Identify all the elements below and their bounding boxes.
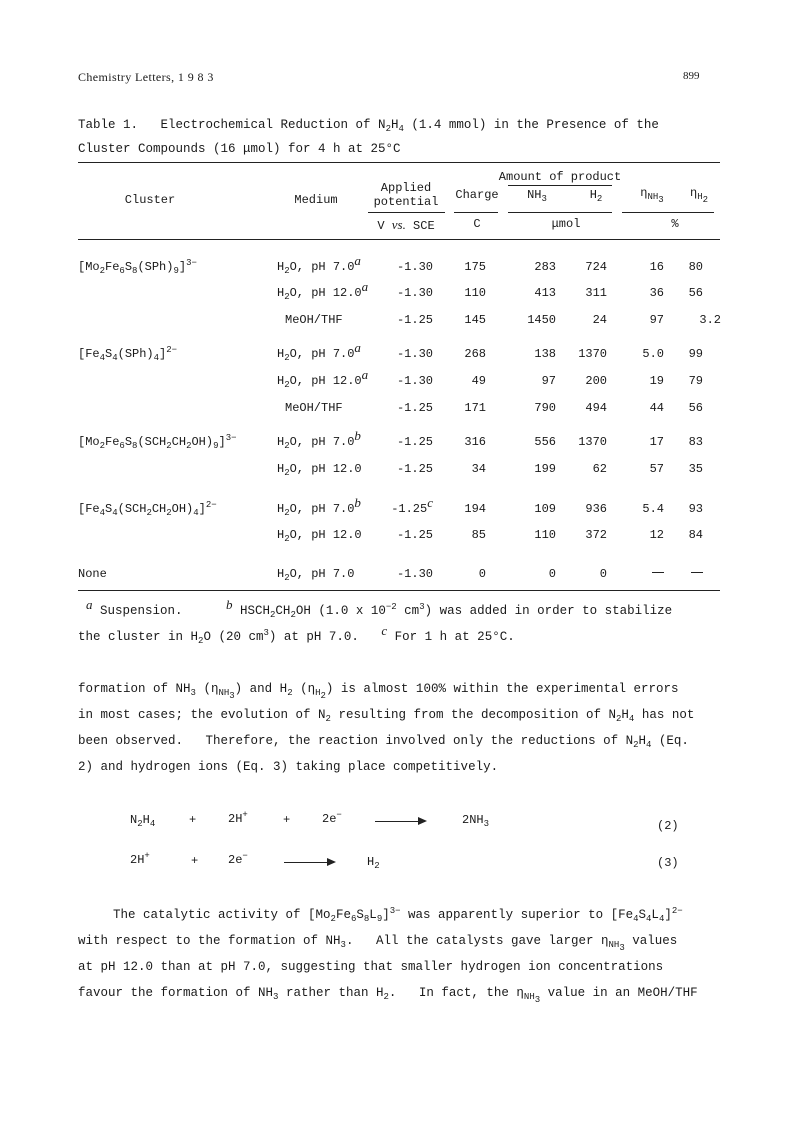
header-bottom-rule [78, 239, 720, 240]
table-cell-h2: 0 [599, 567, 607, 581]
table-cell-eta-nh3: 57 [649, 462, 664, 476]
page-number: 899 [683, 70, 700, 82]
table-cell-eta-h2: 56 [688, 286, 703, 300]
footnote-b-cont: the cluster in $H_2O$ (20 $cm^3$) at pH 7.0. $^c$ For 1 h at 25°C. [78, 623, 515, 646]
table-cell-h2: 936 [585, 502, 607, 516]
header-nh3: $NH_3$ [527, 188, 547, 204]
eq3-2e: 2e− [228, 851, 248, 867]
eq2-2nh3: $2NH_3$ [462, 813, 490, 829]
table-cell-charge: 316 [464, 435, 486, 449]
table-cell-eta-h2: 35 [688, 462, 703, 476]
table-cell-nh3: 556 [534, 435, 556, 449]
table-cell-eta-h2: 83 [688, 435, 703, 449]
table-cell-charge: 0 [478, 567, 486, 581]
table-cell-medium: $H_2O$, pH 12.0 [277, 462, 362, 478]
unit-eta: % [671, 217, 679, 231]
table-cell-eta-nh3: 12 [649, 528, 664, 542]
unit-charge: C [473, 217, 481, 231]
table-cell-eta-h2: 84 [688, 528, 703, 542]
table-cell-eta-h2: 93 [688, 502, 703, 516]
cluster-fe4s4-sch2ch2oh: $[Fe_4S_4(SCH_2CH_2OH)_4]^{2-}$ [78, 500, 217, 518]
para1-line3: been observed. Therefore, the reaction involved only the reductions of $N_2H_4$ (Eq. [78, 734, 689, 750]
table-cell-medium: $H_2O$, pH 7.0 [277, 567, 355, 583]
eq3-h2: $H_2$ [367, 855, 380, 871]
table-cell-eta-h2: 79 [688, 374, 703, 388]
table-cell-charge: 110 [464, 286, 486, 300]
cluster-mo2fe6s8-sph: $[Mo_2Fe_6S_8(SPh)_9]^{3-}$ [78, 258, 197, 276]
table-cell-potential: -1.25 [396, 313, 433, 327]
table-cell-potential: -1.25 [396, 401, 433, 415]
table-cell-eta-nh3: 36 [649, 286, 664, 300]
eq2-number: (2) [657, 819, 679, 833]
table-cell-nh3: 283 [534, 260, 556, 274]
table-cell-eta-nh3: 5.0 [642, 347, 664, 361]
table-cell-charge: 145 [464, 313, 486, 327]
header-eta-h2: $\eta_{H_2}$ [689, 186, 709, 205]
table-top-rule [78, 162, 720, 163]
table-cell-nh3: 138 [534, 347, 556, 361]
para2-line1: The catalytic activity of $[Mo_2Fe_6S_8L_9]^{3-}$ was apparently superior to $[Fe_4S_4L_4]^{2-}$ [113, 906, 683, 924]
eq3-2h: 2H+ [130, 851, 150, 867]
table-cell-medium: $H_2O$, pH 12.0$^a$ [277, 279, 369, 302]
cluster-mo2fe6s8-sch2ch2oh: $[Mo_2Fe_6S_8(SCH_2CH_2OH)_9]^{3-}$ [78, 433, 237, 451]
footnote-a: $^a$ Suspension. [86, 597, 183, 618]
para2-line2: with respect to the formation of $NH_3$. All the catalysts gave larger $\eta_{NH_3}$ values [78, 934, 678, 953]
amount-rule [508, 185, 612, 186]
eq3-arrow-icon [284, 862, 334, 863]
para2-line4: favour the formation of $NH_3$ rather than $H_2$. In fact, the $\eta_{NH_3}$ value in an MeOH/THF [78, 986, 698, 1005]
table-cell-nh3: 199 [534, 462, 556, 476]
charge-rule [454, 212, 498, 213]
eta-rule [622, 212, 714, 213]
header-cluster: Cluster [124, 193, 176, 207]
header-applied: Applied [380, 181, 432, 195]
table-cell-charge: 49 [471, 374, 486, 388]
table-cell-medium: MeOH/THF [285, 401, 343, 415]
table-cell-eta-nh3: 44 [649, 401, 664, 415]
table-cell-h2: 24 [592, 313, 607, 327]
eq2-2h: 2H+ [228, 810, 248, 826]
table-cell-potential: -1.30 [396, 260, 433, 274]
unit-amount: μmol [551, 217, 581, 231]
table-cell-eta-nh3: 5.4 [642, 502, 664, 516]
table-cell-h2: 372 [585, 528, 607, 542]
potential-rule [368, 212, 445, 213]
table-cell-medium: MeOH/THF [285, 313, 343, 327]
header-h2: $H_2$ [589, 188, 603, 204]
unit-potential: V vs. SCE [377, 217, 435, 233]
table-cell-medium: $H_2O$, pH 12.0 [277, 528, 362, 544]
table-cell-potential: -1.25 [396, 435, 433, 449]
eq2-plus1: + [189, 813, 197, 827]
table-cell-h2: 200 [585, 374, 607, 388]
table-cell-potential: -1.25$^c$ [391, 495, 433, 516]
table-cell-potential: -1.30 [396, 347, 433, 361]
para1-line4: 2) and hydrogen ions (Eq. 3) taking place competitively. [78, 760, 499, 774]
table-cell-nh3: 0 [548, 567, 556, 581]
table-cell-eta-nh3: 16 [649, 260, 664, 274]
para1-line1: formation of $NH_3$ $(\eta_{NH_3})$ and $H_2$ $(\eta_{H_2})$ is almost 100% within the experimental errors [78, 682, 679, 701]
header-charge: Charge [455, 188, 499, 202]
table-title: Table 1. Electrochemical Reduction of $N_2H_4$ (1.4 mmol) in the Presence of the [78, 118, 659, 134]
table-cell-medium: $H_2O$, pH 7.0$^b$ [277, 495, 361, 518]
table-title-line2: Cluster Compounds (16 μmol) for 4 h at 25°C [78, 142, 401, 156]
table-cell-charge: 34 [471, 462, 486, 476]
eq2-plus2: + [283, 813, 291, 827]
table-cell-nh3: 97 [541, 374, 556, 388]
table-cell-eta-nh3: 17 [649, 435, 664, 449]
header-eta-nh3: $\eta_{NH_3}$ [640, 186, 664, 205]
table-cell-charge: 171 [464, 401, 486, 415]
table-cell-h2: 311 [585, 286, 607, 300]
cluster-fe4s4-sph: $[Fe_4S_4(SPh)_4]^{2-}$ [78, 345, 178, 363]
cluster-none: None [78, 567, 107, 581]
table-cell-eta-h2: 80 [688, 260, 703, 274]
table-cell-eta-h2: 56 [688, 401, 703, 415]
table-cell-eta-h2-dash [691, 567, 703, 581]
table-cell-medium: $H_2O$, pH 7.0$^b$ [277, 428, 361, 451]
table-cell-nh3: 109 [534, 502, 556, 516]
table-cell-h2: 724 [585, 260, 607, 274]
table-cell-nh3: 790 [534, 401, 556, 415]
header-potential: potential [373, 195, 439, 209]
header-medium: Medium [294, 193, 338, 207]
para2-line3: at pH 12.0 than at pH 7.0, suggesting that smaller hydrogen ion concentrations [78, 960, 664, 974]
table-cell-potential: -1.30 [396, 567, 433, 581]
table-cell-h2: 62 [592, 462, 607, 476]
table-cell-eta-nh3: 97 [649, 313, 664, 327]
eq2-n2h4: $N_2H_4$ [130, 813, 156, 829]
eq2-arrow-icon [375, 821, 425, 822]
eq3-number: (3) [657, 856, 679, 870]
table-cell-nh3: 110 [534, 528, 556, 542]
table-cell-charge: 194 [464, 502, 486, 516]
table-cell-eta-h2: 99 [688, 347, 703, 361]
eq3-plus: + [191, 854, 199, 868]
table-cell-nh3: 413 [534, 286, 556, 300]
table-cell-potential: -1.25 [396, 462, 433, 476]
para1-line2: in most cases; the evolution of $N_2$ resulting from the decomposition of $N_2H_4$ has not [78, 708, 695, 724]
table-cell-charge: 85 [471, 528, 486, 542]
table-cell-eta-nh3-dash [652, 567, 664, 581]
table-cell-charge: 175 [464, 260, 486, 274]
table-cell-potential: -1.25 [396, 528, 433, 542]
amount-sub-rule [508, 212, 612, 213]
table-cell-eta-nh3: 19 [649, 374, 664, 388]
table-cell-h2: 1370 [578, 435, 607, 449]
table-cell-medium: $H_2O$, pH 7.0$^a$ [277, 253, 361, 276]
header-amount: Amount of product [498, 170, 622, 184]
table-cell-medium: $H_2O$, pH 12.0$^a$ [277, 367, 369, 390]
table-cell-h2: 1370 [578, 347, 607, 361]
table-cell-potential: -1.30 [396, 374, 433, 388]
journal-header: Chemistry Letters, 1 9 8 3 [78, 70, 214, 84]
eq2-2e: 2e− [322, 810, 342, 826]
table-bottom-rule [78, 590, 720, 591]
table-cell-charge: 268 [464, 347, 486, 361]
table-cell-nh3: 1450 [527, 313, 556, 327]
table-cell-eta-h2: 3.2 [699, 313, 721, 327]
table-cell-potential: -1.30 [396, 286, 433, 300]
footnote-b: $^b$ $HSCH_2CH_2OH$ (1.0 x $10^{-2}$ $cm^3$) was added in order to stabilize [226, 597, 673, 620]
table-cell-medium: $H_2O$, pH 7.0$^a$ [277, 340, 361, 363]
table-cell-h2: 494 [585, 401, 607, 415]
